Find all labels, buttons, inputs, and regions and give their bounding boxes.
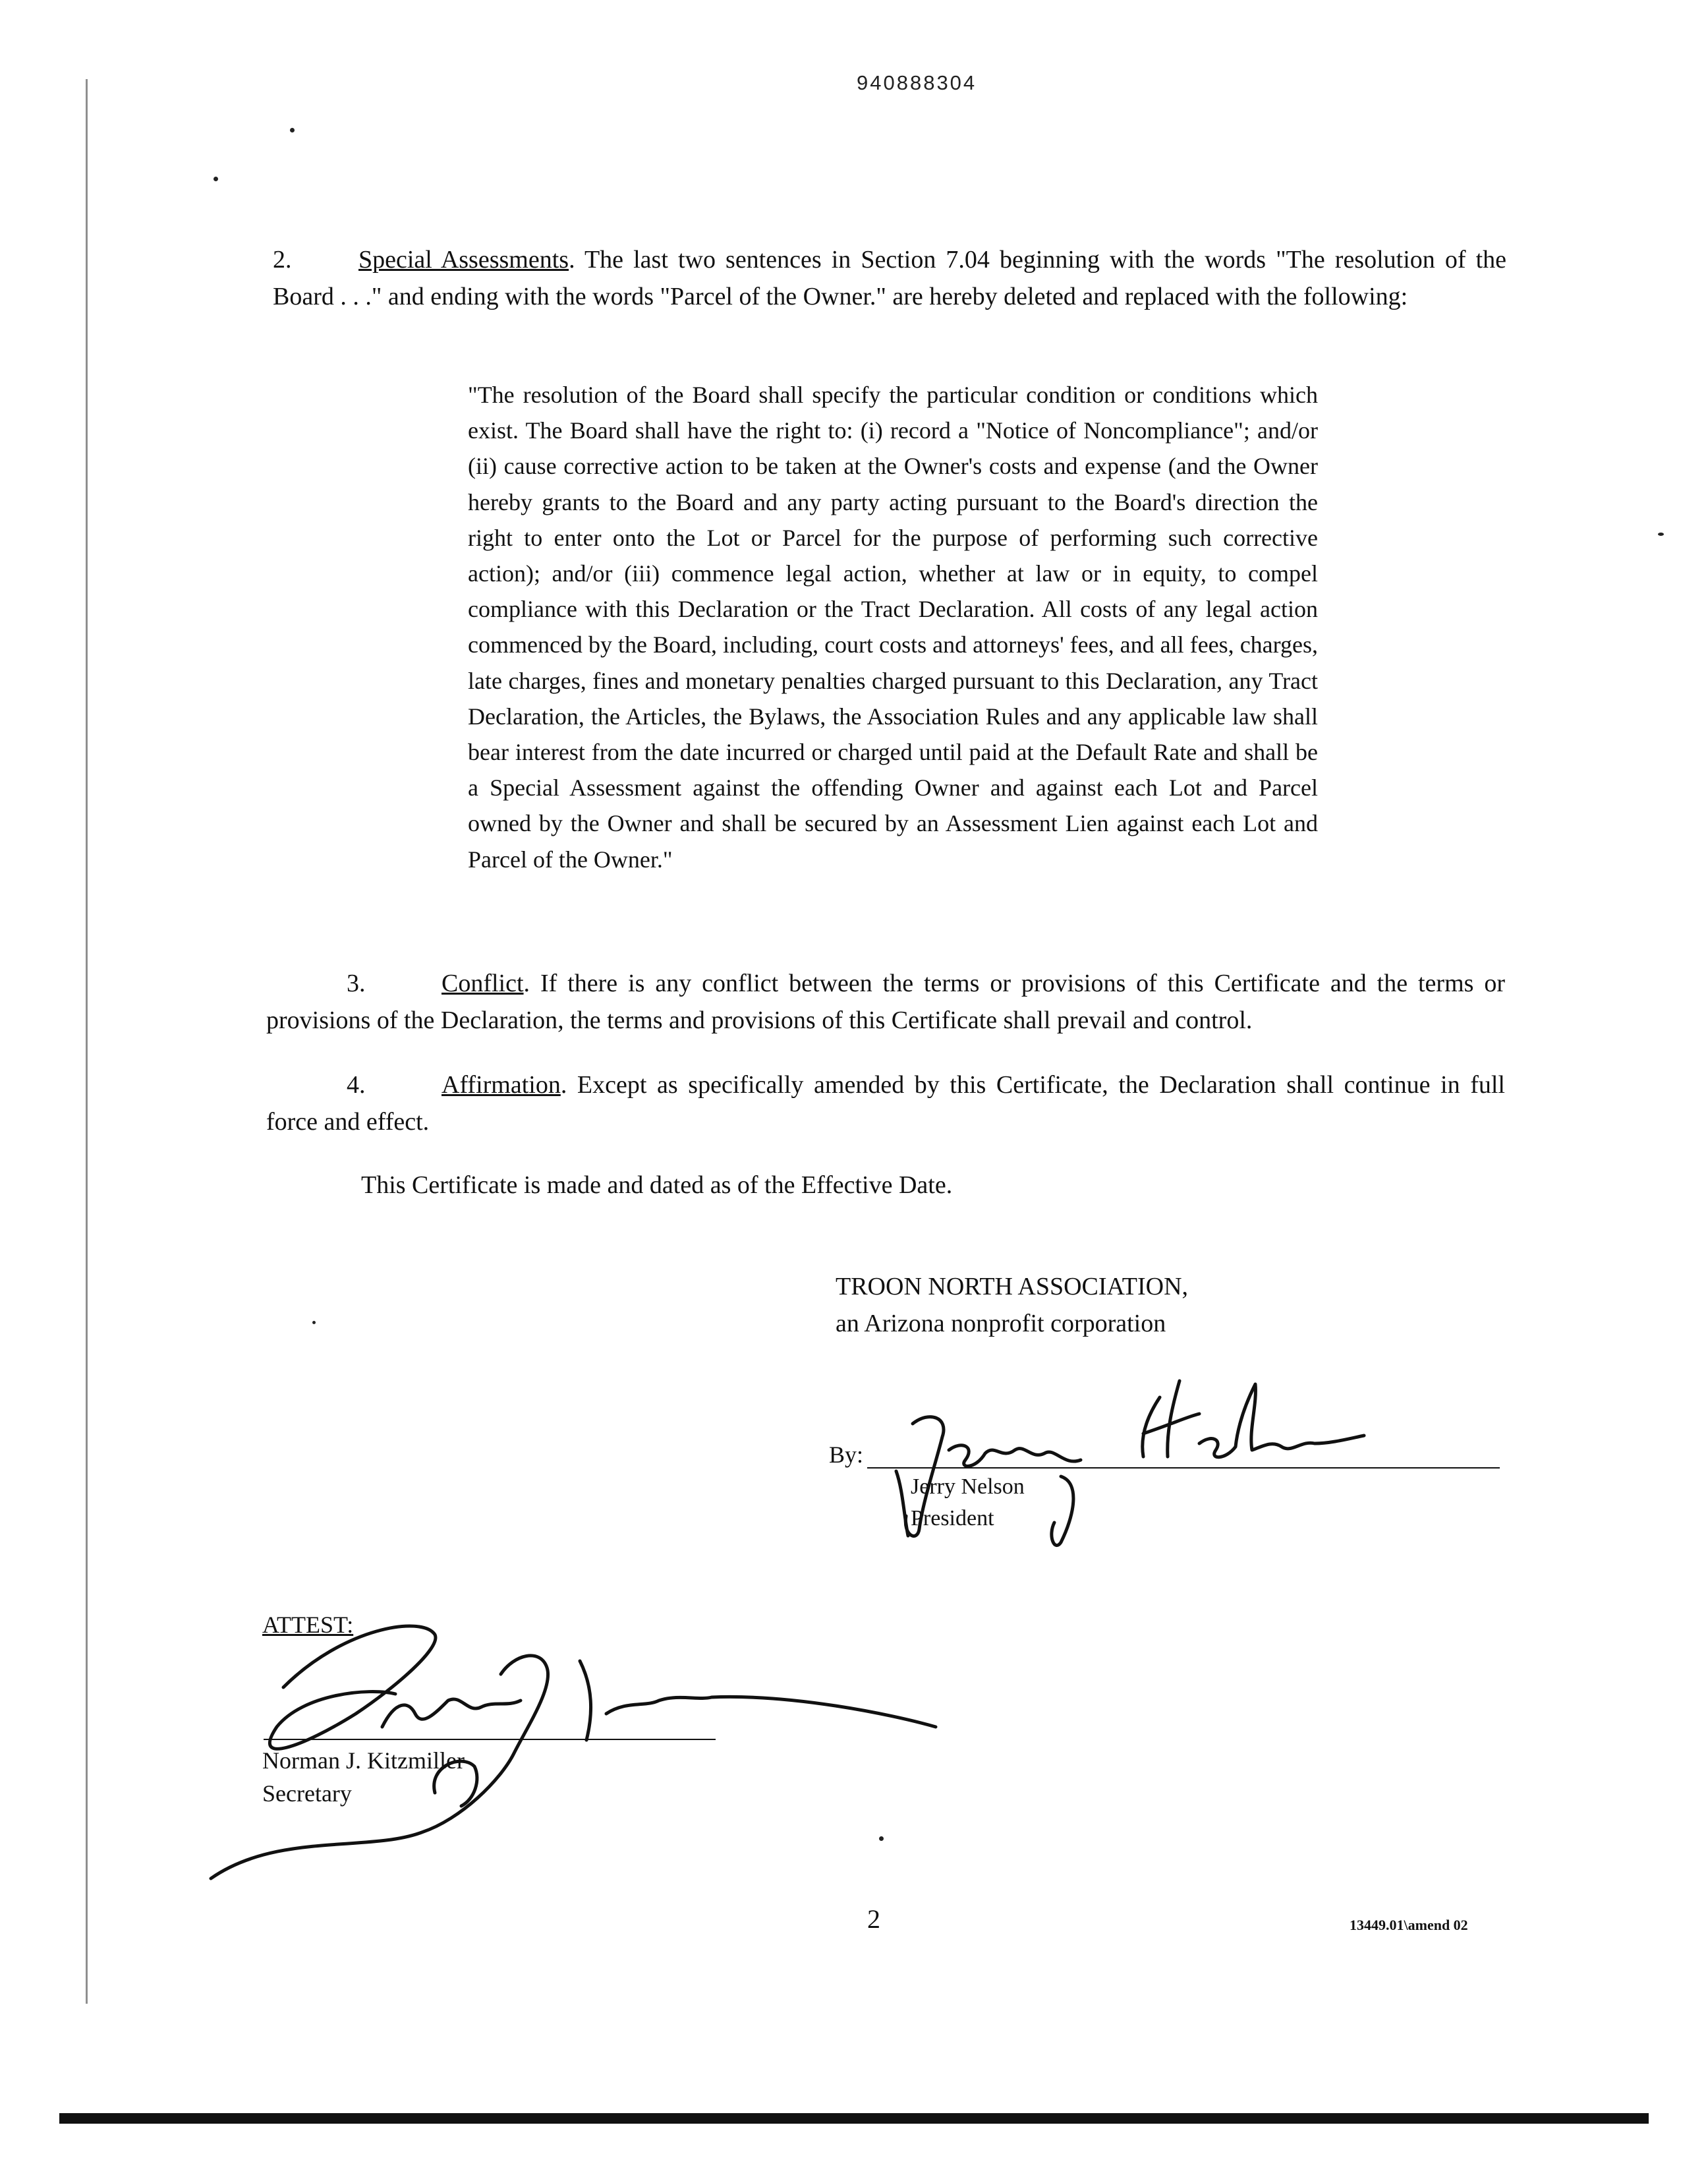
- file-reference: 13449.01\amend 02: [1350, 1917, 1468, 1933]
- closing-statement: This Certificate is made and dated as of the Effective Date.: [361, 1171, 953, 1199]
- scan-speck: [290, 128, 295, 132]
- scan-margin-line: [86, 79, 88, 2004]
- organization-block: [836, 1268, 1188, 1342]
- attest-block: [262, 1744, 465, 1810]
- section-4: [266, 1066, 1505, 1140]
- replacement-quote: "The resolution of the Board shall specify the particular condition or conditions which exist. The Board shall have the right to: (i) record a "Notice of Noncompliance"; and/or (ii) cause corrective action to be taken at the Owner's costs and expense (and the Owner hereby grants to the Board and any party acting pursuant to the Board's direction the right to enter onto the Lot or Parcel for the purpose of performing such corrective action); and/or (iii) commence legal action, whether at law or in equity, to compel compliance with this Declaration or the Tract Declaration. All costs of any legal action commenced by the Board, including, court costs and attorneys' fees, and all fees, charges, late charges, fines and monetary penalties charged pursuant to this Declaration, any Tract Declaration, the Articles, the Bylaws, the Association Rules and any applicable law shall bear interest from the date incurred or charged until paid at the Default Rate and shall be a Special Assessment against the offending Owner and against each Lot and Parcel owned by the Owner and shall be secured by an Assessment Lien against each Lot and Parcel of the Owner.": [468, 382, 1318, 873]
- attest-label: ATTEST:: [262, 1612, 354, 1638]
- organization-name: TROON NORTH ASSOCIATION,: [836, 1273, 1189, 1300]
- page-number: 2: [867, 1904, 880, 1934]
- section-3: [266, 965, 1505, 1039]
- by-label: By:: [829, 1441, 864, 1468]
- signatory-name: Jerry Nelson: [911, 1474, 1025, 1499]
- scan-speck: [1658, 533, 1664, 536]
- section-heading: Affirmation: [441, 1071, 561, 1099]
- section-number: 2.: [273, 246, 292, 274]
- organization-description: an Arizona nonprofit corporation: [836, 1310, 1166, 1337]
- scan-speck: [214, 177, 218, 181]
- signature-line: [867, 1467, 1500, 1469]
- section-2: [273, 241, 1506, 315]
- attest-signature-line: [264, 1739, 716, 1740]
- attest-name: Norman J. Kitzmiller: [262, 1747, 465, 1774]
- scan-speck: [879, 1836, 884, 1841]
- scan-bottom-edge: [59, 2113, 1649, 2124]
- attest-title: Secretary: [262, 1780, 352, 1807]
- signatory-title: President: [911, 1506, 994, 1530]
- section-heading: Special Assessments: [358, 246, 569, 274]
- section-heading: Conflict: [441, 970, 524, 997]
- section-text: . Except as specifically amended by this Certificate, the Declaration shall continue in full force and effect.: [266, 1071, 1505, 1136]
- section-text: . If there is any conflict between the terms or provisions of this Certificate and the terms or provisions of the Declaration, the terms and provisions of this Certificate shall prevail and control.: [266, 970, 1505, 1034]
- section-text: . The last two sentences in Section 7.04 beginning with the words "The resolution of the Board . . ." and ending with the words "Parcel of the Owner." are hereby deleted and replaced with the following:: [273, 246, 1507, 310]
- section-number: 4.: [347, 1071, 366, 1099]
- document-number: 940888304: [857, 71, 977, 94]
- signatory-block: [911, 1471, 1025, 1534]
- scan-speck: [312, 1321, 316, 1324]
- section-number: 3.: [347, 970, 366, 997]
